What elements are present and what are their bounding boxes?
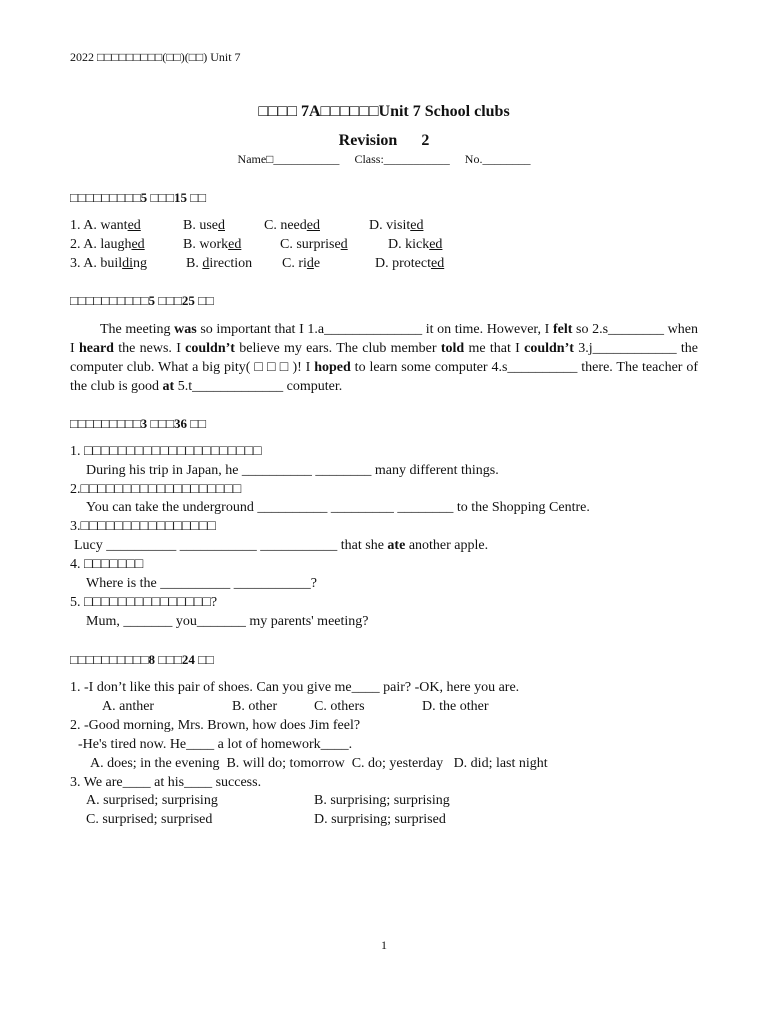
translation-answer[interactable]: During his trip in Japan, he __________ ________ many different things. xyxy=(86,463,499,478)
subtitle-number: 2 xyxy=(421,132,430,149)
student-info xyxy=(0,152,768,167)
section-heading-3: □□□□□□□□□3 □□□36 □□ xyxy=(70,416,206,431)
mc-option[interactable]: D. surprising; surprised xyxy=(314,812,446,827)
translation-question: 4. □□□□□□□ xyxy=(70,557,144,572)
mc-options[interactable]: A. does; in the evening B. will do; tomorrow C. do; yesterday D. did; last night xyxy=(90,756,548,771)
cloze-passage: The meeting was so important that I 1.a______________ it on time. However, I felt so 2.s________ when I heard the news. I couldn’t believe my ears. The club member told me that I couldn’t 3.j____________ the computer club. What a big pity( □ □ □ )! I hoped to learn some computer 4.s__________ there. The teacher of the club is good at 5.t_____________ computer. xyxy=(70,322,698,394)
phonetics-row-1: 1. A. wanted B. used C. needed D. visited xyxy=(70,218,424,233)
mc-option[interactable]: A. anther xyxy=(102,699,155,714)
mc-option[interactable]: D. the other xyxy=(422,699,489,714)
mc-option[interactable]: C. others xyxy=(314,699,365,714)
translation-answer[interactable]: You can take the underground __________ _________ ________ to the Shopping Centre. xyxy=(86,500,590,515)
mc-question: 3. We are____ at his____ success. xyxy=(70,775,262,790)
mc-options xyxy=(86,812,446,828)
translation-answer[interactable]: Lucy __________ ___________ ___________ that she ate another apple. xyxy=(74,538,489,553)
mc-option[interactable]: A. surprised; surprising xyxy=(86,793,218,808)
translation-question: 2.□□□□□□□□□□□□□□□□□□□ xyxy=(70,482,242,497)
number-field[interactable]: No.________ xyxy=(464,152,531,166)
translation-question: 3.□□□□□□□□□□□□□□□□ xyxy=(70,519,216,534)
section-heading-1: □□□□□□□□□5 □□□15 □□ xyxy=(70,190,206,205)
section-heading-4: □□□□□□□□□□8 □□□24 □□ xyxy=(70,652,214,667)
section-heading-2: □□□□□□□□□□5 □□□25 □□ xyxy=(70,293,214,308)
mc-options xyxy=(86,793,450,809)
page-number: 1 xyxy=(381,938,387,952)
translation-answer[interactable]: Where is the __________ ___________? xyxy=(86,576,317,591)
mc-option[interactable]: C. surprised; surprised xyxy=(86,812,213,827)
class-field[interactable]: Class:___________ xyxy=(354,152,450,166)
translation-answer[interactable]: Mum, _______ you_______ my parents' meeting? xyxy=(86,614,369,629)
mc-question: 1. -I don’t like this pair of shoes. Can you give me____ pair? -OK, here you are. xyxy=(70,680,520,695)
phonetics-row-3: 3. A. building B. direction C. ride D. protected xyxy=(70,256,445,271)
mc-option[interactable]: B. other xyxy=(232,699,278,714)
page-title: □□□□ 7A□□□□□□Unit 7 School clubs xyxy=(258,103,510,120)
page-header: 2022 □□□□□□□□□(□□)(□□) Unit 7 xyxy=(70,50,241,64)
translation-question: 1. □□□□□□□□□□□□□□□□□□□□□ xyxy=(70,444,262,459)
page-subtitle xyxy=(0,132,768,150)
name-field[interactable]: Name□___________ xyxy=(237,152,340,166)
translation-question: 5. □□□□□□□□□□□□□□□? xyxy=(70,595,218,610)
mc-question: 2. -Good morning, Mrs. Brown, how does Jim feel? xyxy=(70,718,361,733)
subtitle-label: Revision xyxy=(338,132,398,149)
phonetics-row-2: 2. A. laughed B. worked C. surprised D. kicked xyxy=(70,237,443,252)
mc-option[interactable]: B. surprising; surprising xyxy=(314,793,450,808)
mc-options xyxy=(102,699,488,715)
mc-question-line-2: -He's tired now. He____ a lot of homework____. xyxy=(78,737,353,752)
